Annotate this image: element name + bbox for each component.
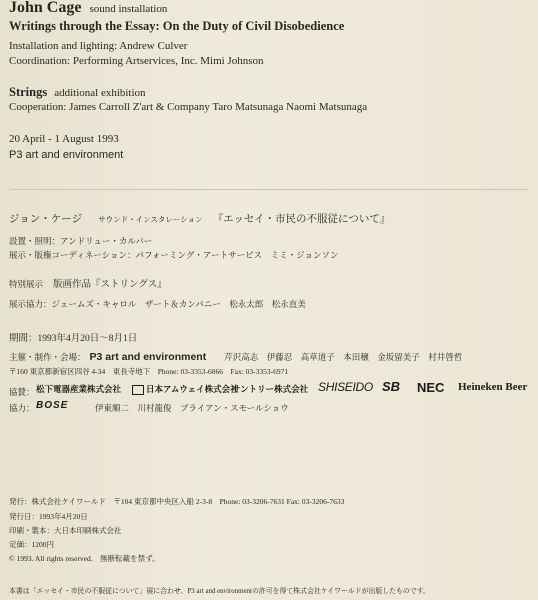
strings-title: Strings <box>9 85 48 99</box>
artist-note: sound installation <box>89 3 168 15</box>
jp-organizer-line <box>9 347 462 365</box>
work-title: Writings through the Essay: On the Duty of Civil Disobedience <box>9 19 345 33</box>
cooperation-credit: Cooperation: James Carroll Z'art & Company Taro Matsunaga Naomi Matsunaga <box>9 101 368 113</box>
jp-organizer-name: P3 art and environment <box>89 351 207 363</box>
jp-type: サウンド・インスタレーション <box>98 215 203 224</box>
colophon-copyright: © 1993. All rights reserved. 無断転載を禁ず。 <box>9 554 160 563</box>
jp-coordination: 展示・版権コーディネーション：パフォーミング・アートサービス ミミ・ジョンソン <box>9 250 339 260</box>
cooperation2-names: 伊東順二 川村龍俊 ブライアン・スモールショウ <box>95 403 289 413</box>
sponsor-matsushita: 松下電器産業株式会社 <box>36 384 122 394</box>
colophon-price: 定価：1200円 <box>9 540 54 549</box>
jp-special-work: 版画作品『ストリングス』 <box>53 280 167 290</box>
jp-address: 〒160 東京都新宿区四谷 4-34 東長寺地下 Phone: 03-3353-6866 Fax: 03-3353-6971 <box>9 367 289 376</box>
colophon-issue-date: 発行日：1993年4月20日 <box>9 512 88 521</box>
jp-period: 期間：1993年4月20日〜8月1日 <box>9 334 138 344</box>
colophon-footnote: 本書は「エッセイ・市民の不服従について」展に合わせ、P3 art and environmentの許可を得て株式会社ケイワールドが出版したものです。 <box>9 588 430 595</box>
jp-artist: ジョン・ケージ <box>9 214 83 225</box>
artist-heading <box>9 0 167 17</box>
coordination-credit: Coordination: Performing Artservices, Inc. Mimi Johnson <box>9 55 264 67</box>
installation-credit: Installation and lighting: Andrew Culver <box>9 40 188 52</box>
sponsor-sb-logo: SB <box>382 379 401 394</box>
sponsor-amway <box>132 383 239 395</box>
sponsor-shiseido-logo: SHISEIDO <box>318 380 373 394</box>
jp-work: 『エッセイ・市民の不服従について』 <box>212 214 391 225</box>
strings-note: additional exhibition <box>54 87 146 99</box>
jp-installation: 設置・照明：アンドリュー・カルバー <box>9 236 153 246</box>
venue-name: P3 art and environment <box>9 149 124 161</box>
jp-organizer-label: 主催・制作・会場： <box>9 352 86 362</box>
colophon-publisher: 発行：株式会社ケイワールド 〒104 東京都中央区入船 2-3-8 Phone: 03-3206-7631 Fax: 03-3206-7633 <box>9 497 345 506</box>
jp-cooperation: 展示協力：ジェームズ・キャロル ザート＆カンパニー 松永太郎 松永直美 <box>9 299 306 309</box>
sponsor-suntory: サントリー株式会社 <box>232 384 309 394</box>
sponsor-heineken-logo: Heineken Beer <box>458 381 528 393</box>
sponsors-label: 協賛： <box>9 387 35 397</box>
cooperation2-label: 協力： <box>9 403 35 413</box>
jp-organizer-staff: 芹沢高志 伊藤忍 高草道子 本田穣 金坂留美子 村井啓哲 <box>224 352 463 362</box>
exhibition-dates: 20 April - 1 August 1993 <box>9 133 119 145</box>
jp-special-label: 特別展示 <box>9 279 44 289</box>
sponsor-nec-logo: NEC <box>417 380 445 395</box>
jp-special-line <box>9 274 167 292</box>
section-divider <box>10 189 528 190</box>
bose-logo: BOSE <box>36 400 69 411</box>
sponsor-amway-text: 日本アムウェイ株式会社 <box>146 384 239 394</box>
colophon-printing: 印刷・製本：大日本印刷株式会社 <box>9 526 122 535</box>
strings-heading <box>9 83 146 101</box>
jp-title-line <box>9 209 390 227</box>
artist-name: John Cage <box>9 0 82 16</box>
amway-logo-icon <box>132 385 144 395</box>
sponsors-row <box>9 382 35 400</box>
